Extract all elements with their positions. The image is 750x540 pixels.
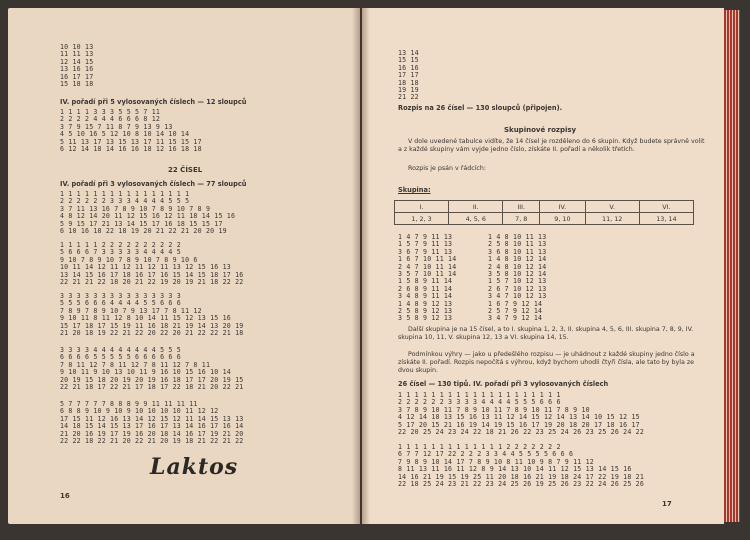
number-block-2 [60,191,235,235]
group-header: I. [395,201,449,213]
number-row: 22 22 18 22 21 20 22 21 20 19 18 21 22 21 22 [60,437,244,446]
number-row: 1 4 8 10 12 14 [488,255,547,264]
combination-column-a [398,234,456,323]
group-header-row [395,201,694,213]
number-row: 3 4 7 10 12 13 [488,292,547,301]
number-row: 1 4 7 9 11 13 [398,233,453,241]
number-block-8 [398,444,644,488]
number-row: 19 19 [398,86,419,95]
number-row: 1 5 7 9 11 13 [398,240,453,249]
number-row: 2 2 2 2 2 2 3 3 3 4 4 4 4 5 5 5 [60,197,190,206]
heading-77-columns: IV. pořadí při 3 vylosovaných číslech — 77 sloupců [60,180,247,188]
number-row: 18 18 [398,78,419,87]
number-row: 5 11 13 17 13 15 13 17 11 15 15 17 [60,137,202,146]
number-row: 3 3 3 3 4 4 4 4 4 4 4 4 5 5 5 [60,346,181,354]
number-row: 17 15 11 12 16 13 14 12 15 12 11 14 15 13 13 [60,414,244,423]
number-row: 3 6 8 10 11 13 [488,247,547,256]
number-row: 6 10 16 18 22 18 19 20 21 22 21 20 20 19 [60,227,227,236]
rozpis-line: Rozpis na 26 čísel — 130 sloupců (připojen). [398,104,563,112]
group-value: 9, 10 [540,213,585,225]
number-row: 1 1 1 1 1 1 1 1 1 1 1 1 1 1 1 1 1 1 1 1 [398,391,561,399]
number-row: 6 12 14 18 14 16 16 18 12 16 18 18 [60,145,202,154]
number-row: 15 18 18 [60,80,94,89]
number-row: 2 6 7 10 12 13 [488,284,547,293]
number-row: 13 14 [398,49,419,57]
number-row: 9 10 11 9 10 13 10 11 9 16 10 15 16 10 14 [60,368,231,377]
number-row: 1 1 1 1 1 2 2 2 2 2 2 2 2 2 2 [60,241,181,249]
group-value: 11, 12 [585,213,639,225]
number-row: 21 22 [398,93,419,102]
number-row: 12 14 15 [60,57,94,66]
number-row: 4 5 10 16 5 12 10 8 10 14 10 14 [60,130,190,139]
number-row: 10 11 14 12 11 12 11 12 11 13 12 15 16 13 [60,263,231,272]
number-row: 2 2 2 2 2 2 3 3 3 3 4 4 4 4 5 5 5 6 6 6 [398,398,561,407]
page-edges [724,10,740,522]
number-row: 14 16 21 19 15 19 25 11 20 18 16 21 19 18 24 17 22 19 18 21 [398,472,645,481]
number-row: 5 9 15 17 21 13 14 15 17 16 18 15 15 17 [60,219,223,228]
number-block-4 [60,293,243,337]
number-block-6 [60,401,243,445]
number-row: 22 21 21 22 18 20 21 22 19 20 19 21 18 22 22 [60,278,244,287]
number-row: 2 2 2 2 4 4 4 6 6 6 8 12 [60,115,161,124]
number-row: 3 7 9 15 7 11 8 7 9 13 9 13 [60,122,173,131]
number-row: 6 8 8 9 10 9 10 9 10 10 10 10 11 12 12 [60,407,219,416]
number-row: 4 8 12 14 20 11 12 15 16 12 11 18 14 15 16 [60,212,236,221]
number-row: 6 7 7 12 17 22 2 2 2 3 3 4 4 5 5 5 5 6 6 6 [398,450,574,459]
number-block-3 [60,242,243,286]
number-row: 7 9 8 9 10 14 17 7 8 9 10 8 11 10 9 8 7 9 11 12 [398,457,594,466]
group-value: 1, 2, 3 [395,213,449,225]
number-row: 13 14 15 16 17 18 16 17 16 15 14 15 18 17 16 [60,270,244,279]
number-row: 3 5 8 10 12 14 [488,270,547,279]
number-row: 1 5 8 9 11 14 [398,277,453,286]
number-row: 3 7 11 13 16 7 8 9 10 7 8 9 10 7 8 9 [60,204,211,213]
group-header: VI. [639,201,693,213]
number-row: 3 4 8 9 11 14 [398,292,453,301]
number-row: 15 17 18 17 15 19 11 16 18 21 19 14 13 20 19 [60,321,244,330]
group-header: V. [585,201,639,213]
group-header: IV. [540,201,585,213]
group-header: II. [449,201,503,213]
number-row: 3 7 8 9 10 11 7 8 9 10 11 7 8 9 10 11 7 8 9 10 [398,405,590,414]
paragraph-rozpis: Rozpis je psán v řádcích: [408,165,486,172]
left-page [8,8,360,524]
number-row: 3 5 8 9 12 13 [398,314,453,323]
group-value: 4, 5, 6 [449,213,503,225]
number-row: 15 15 [398,56,419,65]
number-row: 17 17 [398,71,419,80]
skupiny-label: Skupina: [398,186,431,194]
number-row: 2 4 8 10 12 14 [488,262,547,271]
paragraph-15-numbers: Další skupina je na 15 čísel, a to I. skupina 1, 2, 3, II. skupina 4, 5, 6, III. skupina 7, 8, 9, IV. skupina 10, 11, V. skupina 12, 13 a VI. skupina 14, 15. [398,326,694,342]
number-row: 2 6 8 9 11 14 [398,284,453,293]
paragraph-intro: V dole uvedené tabulce vidíte, že 14 čísel je rozděleno do 6 skupin. Když budete správně volit a z každé skupiny vám vyjde jedno číslo, získáte II. pořadí a několik třetích. [398,138,705,154]
number-row: 9 10 11 8 11 12 8 10 14 11 15 12 13 15 16 [60,314,231,323]
number-row: 7 8 11 12 7 8 11 12 7 8 11 12 7 8 11 [60,360,211,369]
number-row: 1 5 7 10 12 13 [488,277,547,286]
page-number-right: 17 [662,500,672,508]
page-number-left: 16 [60,492,70,500]
group-value: 7, 8 [503,213,540,225]
number-row: 14 18 15 14 15 13 17 16 17 13 14 16 17 16 14 [60,422,244,431]
number-row: 1 6 7 9 12 14 [488,299,543,308]
top-number-block [60,44,93,88]
number-row: 2 4 7 10 11 14 [398,262,457,271]
number-row: 22 21 18 17 22 21 17 18 17 22 18 21 20 22 21 [60,383,244,392]
group-header: III. [503,201,540,213]
laktos-logo: Laktos [150,454,239,480]
group-table [394,200,694,225]
number-row: 2 5 8 9 12 13 [398,307,453,316]
number-row: 1 6 7 10 11 14 [398,255,457,264]
section-title-skupinove: Skupinové rozpisy [504,126,577,134]
paragraph-condition: Podmínkou výhry — jako u předešlého rozpisu — je uhádnout z každé skupiny jedno číslo a získáte II. pořadí. Rozpis nepočítá s výhrou, když bychom uhodli čtyři čísla, ale tato by byla ze dvou skupin. [398,351,695,375]
number-row: 1 1 1 1 1 1 1 1 1 1 1 1 1 1 1 1 [60,190,190,198]
number-row: 3 3 3 3 3 3 3 3 3 3 3 3 3 3 3 [60,292,181,300]
book-gutter [352,8,370,524]
number-row: 11 11 13 [60,50,94,59]
number-row: 6 6 6 6 5 5 5 5 5 6 6 6 6 6 6 [60,353,181,362]
top-number-block-right [398,50,419,102]
number-row: 4 12 14 18 13 15 16 13 11 12 14 15 12 14 13 14 10 15 12 15 [398,413,640,422]
number-row: 2 5 7 9 12 14 [488,307,543,316]
right-page [362,8,724,524]
number-row: 13 16 16 [60,65,94,74]
number-row: 1 1 1 1 1 1 1 1 1 1 1 1 1 2 2 2 2 2 2 2 [398,443,561,451]
number-row: 1 4 8 10 11 13 [488,233,547,241]
number-row: 9 10 7 8 9 10 7 8 9 10 7 8 9 10 6 [60,255,198,264]
number-row: 5 5 5 6 6 6 4 4 4 4 5 5 6 6 6 [60,299,181,308]
number-row: 1 1 1 1 3 3 3 5 5 5 7 11 [60,108,161,116]
number-row: 3 5 7 10 11 14 [398,270,457,279]
section-title-22: 22 ČÍSEL [168,166,203,174]
number-row: 20 19 15 18 20 19 20 19 16 18 17 17 20 19 15 [60,375,244,384]
number-row: 21 20 18 19 22 21 22 20 22 20 21 22 22 21 18 [60,329,244,338]
number-block-1 [60,109,202,153]
number-row: 3 4 7 9 12 14 [488,314,543,323]
number-block-7 [398,392,644,436]
number-row: 22 20 25 24 23 24 22 18 21 26 22 23 25 24 26 23 25 26 24 22 [398,428,645,437]
number-row: 21 20 16 19 17 19 16 20 18 14 16 17 19 21 20 [60,429,244,438]
number-row: 16 16 [398,63,419,72]
group-value: 13, 14 [639,213,693,225]
combination-column-b [488,234,546,323]
number-row: 3 6 7 9 11 13 [398,247,453,256]
number-row: 16 17 17 [60,72,94,81]
number-row: 7 8 9 7 8 9 10 7 9 13 17 7 8 11 12 [60,306,202,315]
number-row: 2 5 8 10 11 13 [488,240,547,249]
number-row: 5 7 7 7 7 7 8 8 8 9 9 11 11 11 11 [60,400,198,408]
number-row: 8 11 13 11 16 11 12 8 9 14 13 10 14 11 12 15 13 14 15 16 [398,465,632,474]
number-row: 5 6 6 6 7 3 3 3 3 3 4 4 4 4 5 [60,248,181,257]
number-row: 1 4 8 9 12 13 [398,299,453,308]
number-row: 5 17 20 15 21 16 19 14 19 15 16 17 19 20 18 20 17 18 16 17 [398,420,640,429]
number-block-5 [60,347,243,391]
heading-26-numbers: 26 čísel — 130 tipů. IV. pořadí při 3 vylosovaných číslech [398,380,609,388]
group-value-row [395,213,694,225]
number-row: 10 10 13 [60,43,94,51]
number-row: 22 18 25 24 23 21 22 23 24 25 26 19 25 26 23 22 24 26 25 26 [398,480,645,489]
heading-12-columns: IV. pořadí při 5 vylosovaných číslech — 12 sloupců [60,98,247,106]
